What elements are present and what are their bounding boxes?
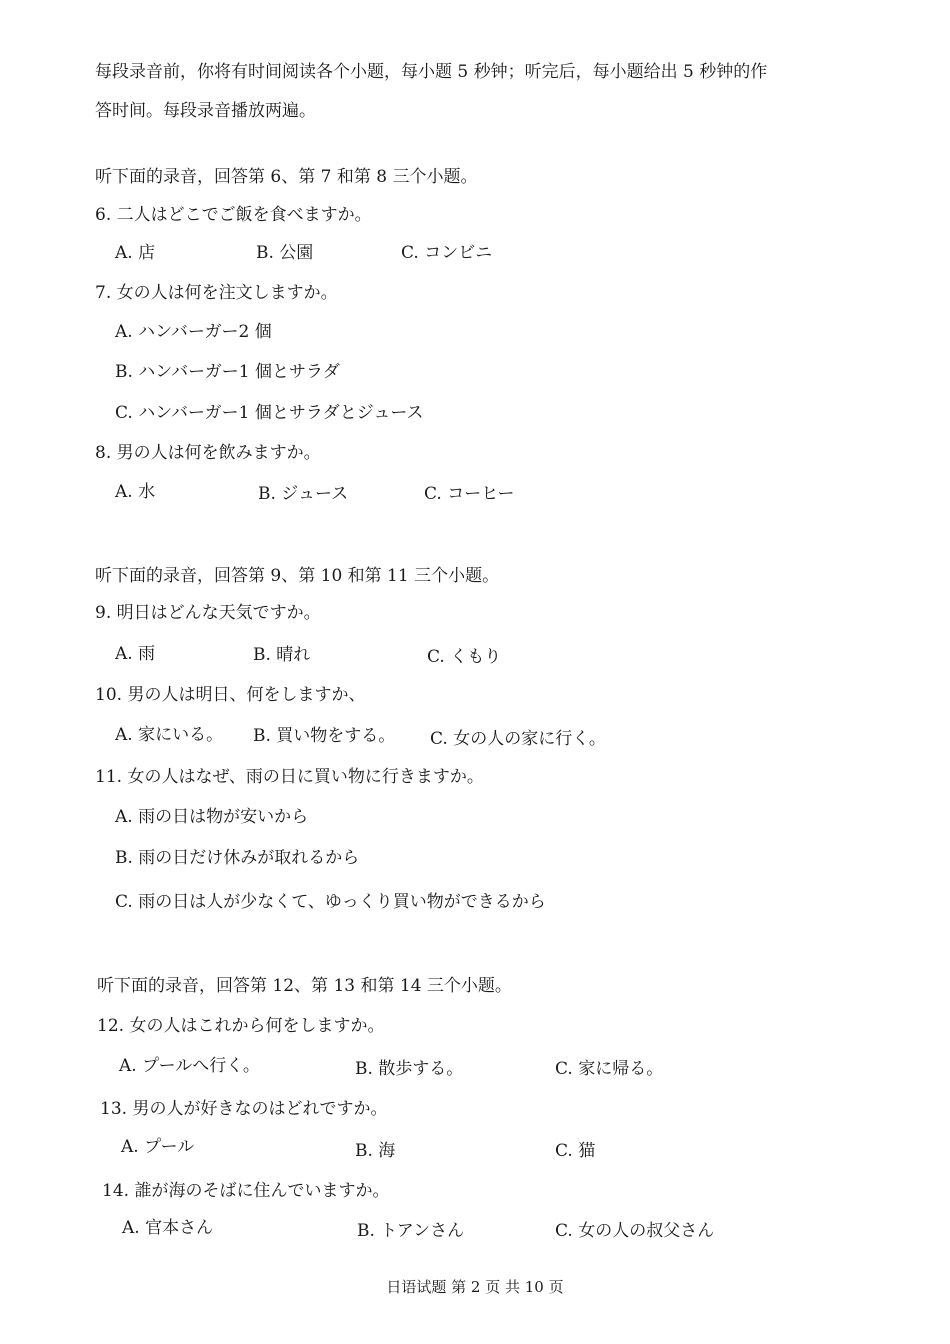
question-9-option-b: B. 晴れ (253, 645, 311, 665)
question-13-stem: 13. 男の人が好きなのはどれですか。 (100, 1099, 388, 1119)
question-11-option-a: A. 雨の日は物が安いから (115, 807, 309, 827)
question-11-stem: 11. 女の人はなぜ、雨の日に買い物に行きますか。 (95, 767, 484, 787)
question-10-stem: 10. 男の人は明日、何をしますか、 (95, 685, 366, 705)
instructions-line-2: 答时间。每段录音播放两遍。 (95, 101, 316, 121)
question-9-option-a: A. 雨 (115, 644, 156, 664)
instructions-line-1: 每段录音前，你将有时间阅读各个小题，每小题 5 秒钟；听完后，每小题给出 5 秒钟的作 (95, 62, 768, 82)
question-7-option-c: C. ハンバーガー1 個とサラダとジュース (115, 403, 424, 423)
question-6-option-b: B. 公園 (256, 243, 314, 263)
question-8-option-b: B. ジュース (258, 484, 349, 504)
question-8-option-a: A. 水 (115, 482, 156, 502)
question-7-stem: 7. 女の人は何を注文しますか。 (95, 283, 338, 303)
question-12-option-b: B. 散歩する。 (355, 1059, 464, 1079)
section-heading-1: 听下面的录音，回答第 6、第 7 和第 8 三个小题。 (95, 167, 478, 187)
question-13-option-b: B. 海 (355, 1141, 396, 1161)
question-14-option-c: C. 女の人の叔父さん (555, 1221, 715, 1241)
section-heading-3: 听下面的录音，回答第 12、第 13 和第 14 三个小题。 (97, 976, 512, 996)
question-11-option-c: C. 雨の日は人が少なくて、ゆっくり買い物ができるから (115, 892, 546, 912)
question-10-option-b: B. 買い物をする。 (253, 726, 396, 746)
question-14-stem: 14. 誰が海のそばに住んでいますか。 (102, 1181, 390, 1201)
question-8-stem: 8. 男の人は何を飲みますか。 (95, 443, 321, 463)
page-footer: 日语试题 第 2 页 共 10 页 (386, 1278, 564, 1296)
question-13-option-a: A. プール (121, 1137, 195, 1157)
question-6-option-a: A. 店 (115, 243, 156, 263)
question-13-option-c: C. 猫 (555, 1141, 596, 1161)
section-heading-2: 听下面的录音，回答第 9、第 10 和第 11 三个小题。 (95, 566, 500, 586)
question-9-option-c: C. くもり (427, 647, 502, 667)
question-10-option-a: A. 家にいる。 (115, 725, 224, 745)
question-11-option-b: B. 雨の日だけ休みが取れるから (115, 848, 360, 868)
question-7-option-b: B. ハンバーガー1 個とサラダ (115, 362, 340, 382)
question-9-stem: 9. 明日はどんな天気ですか。 (95, 603, 321, 623)
question-7-option-a: A. ハンバーガー2 個 (115, 322, 272, 342)
question-8-option-c: C. コーヒー (424, 484, 515, 504)
question-12-stem: 12. 女の人はこれから何をしますか。 (97, 1016, 385, 1036)
question-6-stem: 6. 二人はどこでご飯を食べますか。 (95, 205, 372, 225)
question-6-option-c: C. コンビニ (401, 243, 493, 263)
question-10-option-c: C. 女の人の家に行く。 (430, 729, 606, 749)
question-14-option-b: B. トアンさん (357, 1221, 465, 1241)
question-12-option-c: C. 家に帰る。 (555, 1059, 664, 1079)
question-14-option-a: A. 官本さん (122, 1218, 214, 1238)
question-12-option-a: A. プールへ行く。 (119, 1056, 260, 1076)
